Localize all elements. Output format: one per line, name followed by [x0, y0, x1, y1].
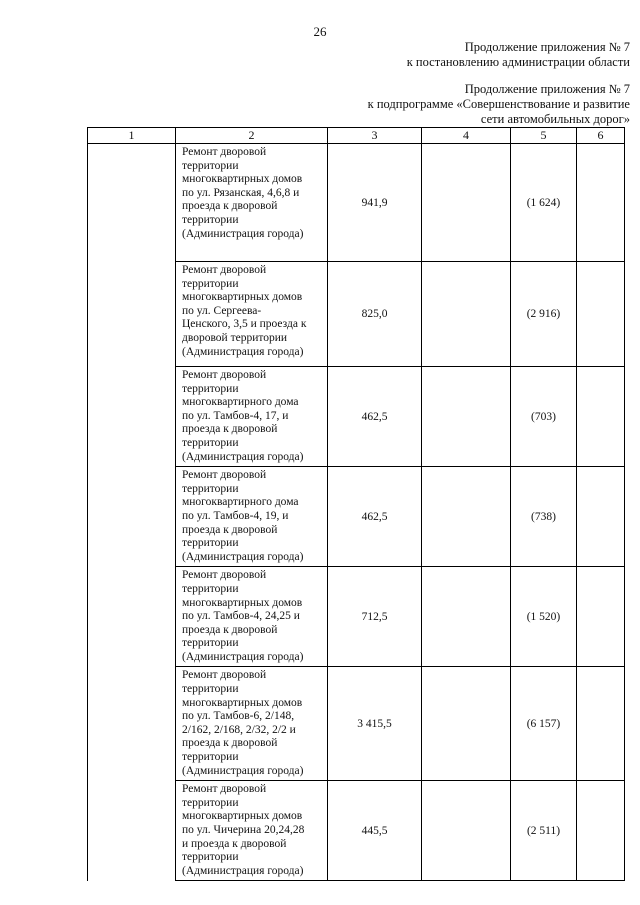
work-description-cell: Ремонт дворовой территории многоквартирных домов по ул. Тамбов-6, 2/148, 2/162, 2/168, 2/32, 2/2 и проезда к дворовой территории (Администрация города)	[176, 667, 328, 781]
amount-cell: 941,9	[328, 144, 422, 262]
bracketed-amount-cell: (738)	[511, 467, 577, 567]
column-6-cell	[577, 144, 625, 262]
amount-cell: 462,5	[328, 367, 422, 467]
appendix-table	[87, 127, 625, 881]
header-line: Продолжение приложения № 7	[464, 40, 630, 54]
column-6-cell	[577, 781, 625, 881]
appendix-header-decree	[407, 40, 630, 70]
table-row	[88, 144, 625, 262]
column-6-cell	[577, 567, 625, 667]
bracketed-amount-cell: (2 511)	[511, 781, 577, 881]
header-line: сети автомобильных дорог»	[480, 112, 630, 126]
table-header-row	[88, 128, 625, 144]
bracketed-amount-cell: (1 520)	[511, 567, 577, 667]
amount-cell: 825,0	[328, 262, 422, 367]
header-line: к постановлению администрации области	[406, 55, 630, 69]
column-6-cell	[577, 367, 625, 467]
column-4-cell	[422, 367, 511, 467]
column-4-cell	[422, 781, 511, 881]
header-line: к подпрограмме «Совершенствование и развитие	[367, 97, 630, 111]
column-4-cell	[422, 262, 511, 367]
bracketed-amount-cell: (2 916)	[511, 262, 577, 367]
work-description-cell: Ремонт дворовой территории многоквартирных домов по ул. Сергеева- Ценского, 3,5 и проезда к дворовой территории (Администрация города)	[176, 262, 328, 367]
page-number: 26	[313, 24, 327, 39]
amount-cell: 712,5	[328, 567, 422, 667]
work-description-cell: Ремонт дворовой территории многоквартирных домов по ул. Рязанская, 4,6,8 и проезда к дворовой территории (Администрация города)	[176, 144, 328, 262]
work-description-cell: Ремонт дворовой территории многоквартирных домов по ул. Тамбов-4, 24,25 и проезда к дворовой территории (Администрация города)	[176, 567, 328, 667]
merged-column-1-cell	[88, 144, 176, 881]
bracketed-amount-cell: (6 157)	[511, 667, 577, 781]
work-description-cell: Ремонт дворовой территории многоквартирного дома по ул. Тамбов-4, 17, и проезда к дворовой территории (Администрация города)	[176, 367, 328, 467]
amount-cell: 462,5	[328, 467, 422, 567]
bracketed-amount-cell: (1 624)	[511, 144, 577, 262]
column-6-cell	[577, 667, 625, 781]
appendix-header-subprogram	[368, 82, 630, 127]
column-6-cell	[577, 262, 625, 367]
column-header: 1	[88, 128, 176, 144]
column-header: 5	[511, 128, 577, 144]
column-4-cell	[422, 467, 511, 567]
amount-cell: 445,5	[328, 781, 422, 881]
column-4-cell	[422, 144, 511, 262]
column-header: 6	[577, 128, 625, 144]
amount-cell: 3 415,5	[328, 667, 422, 781]
column-header: 2	[176, 128, 328, 144]
column-4-cell	[422, 667, 511, 781]
column-4-cell	[422, 567, 511, 667]
work-description-cell: Ремонт дворовой территории многоквартирного дома по ул. Тамбов-4, 19, и проезда к дворовой территории (Администрация города)	[176, 467, 328, 567]
column-6-cell	[577, 467, 625, 567]
header-line: Продолжение приложения № 7	[464, 82, 630, 96]
work-description-cell: Ремонт дворовой территории многоквартирных домов по ул. Чичерина 20,24,28 и проезда к дворовой территории (Администрация города)	[176, 781, 328, 881]
bracketed-amount-cell: (703)	[511, 367, 577, 467]
column-header: 4	[422, 128, 511, 144]
column-header: 3	[328, 128, 422, 144]
